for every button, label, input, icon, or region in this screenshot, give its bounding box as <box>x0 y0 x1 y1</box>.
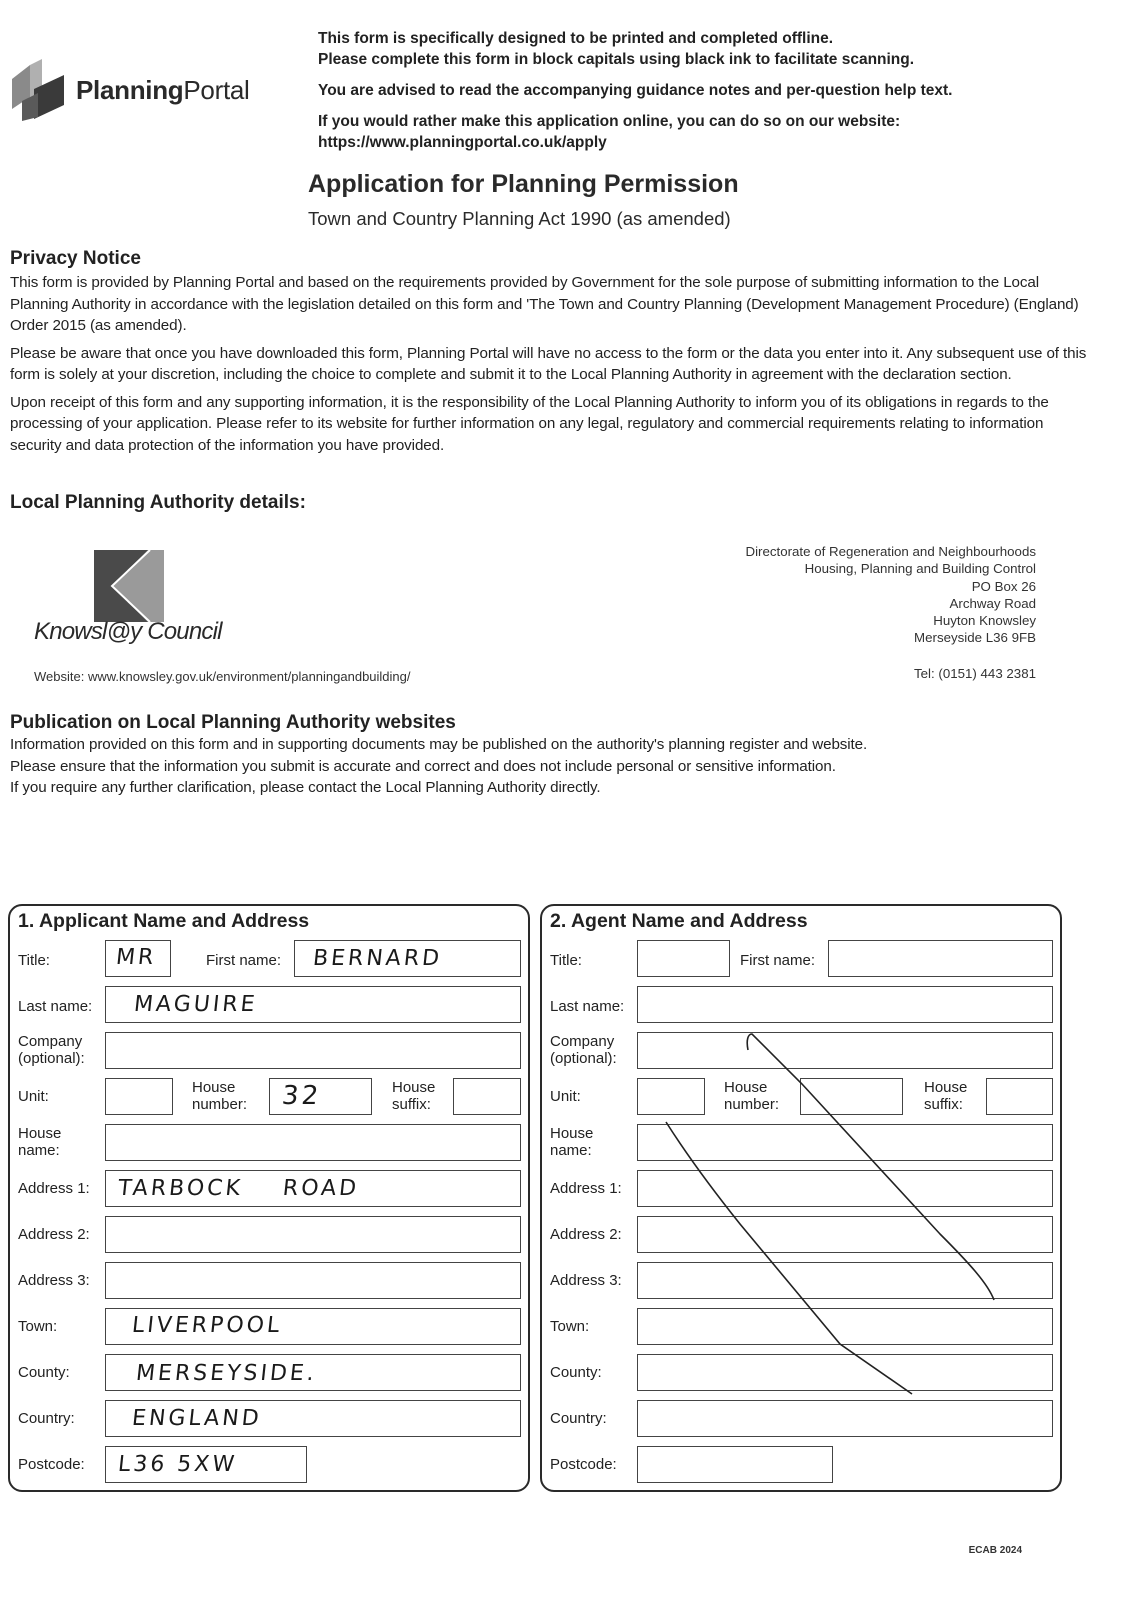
label-house-suffix: House suffix: <box>924 1079 968 1113</box>
label-title: Title: <box>18 952 50 969</box>
label-house-number: House number: <box>724 1079 780 1113</box>
applicant-postcode-field[interactable]: L36 5XW <box>105 1446 307 1483</box>
page-title: Application for Planning Permission <box>308 170 739 198</box>
agent-company-field[interactable] <box>637 1032 1053 1069</box>
address-line: Huyton Knowsley <box>933 613 1036 629</box>
agent-address-1-field[interactable] <box>637 1170 1053 1207</box>
label-address-3: Address 3: <box>18 1272 90 1289</box>
label-address-2: Address 2: <box>550 1226 622 1243</box>
agent-town-field[interactable] <box>637 1308 1053 1345</box>
label-county: County: <box>550 1364 602 1381</box>
applicant-unit-field[interactable] <box>105 1078 173 1115</box>
label-town: Town: <box>550 1318 590 1335</box>
page-subtitle: Town and Country Planning Act 1990 (as amended) <box>308 208 731 229</box>
applicant-house-suffix-field[interactable] <box>453 1078 521 1115</box>
council-name: Knowsl@y Council <box>34 618 222 645</box>
label-last-name: Last name: <box>18 998 93 1015</box>
privacy-heading: Privacy Notice <box>10 248 141 269</box>
agent-county-field[interactable] <box>637 1354 1053 1391</box>
applicant-address-1-field[interactable]: TARBOCK ROAD <box>105 1170 521 1207</box>
label-last-name: Last name: <box>550 998 625 1015</box>
agent-postcode-field[interactable] <box>637 1446 833 1483</box>
apply-online-link[interactable]: https://www.planningportal.co.uk/apply <box>318 134 607 151</box>
privacy-paragraph: This form is provided by Planning Portal and based on the requirements provided by Government for the sole purpose of submitting information to the Local Planning Authority in accordance with the legislation detailed on this form and 'The Town and Country Planning (Development Management Procedure) (England) Order 2015 (as amended). <box>10 274 1079 334</box>
council-address <box>745 543 1036 647</box>
agent-unit-field[interactable] <box>637 1078 705 1115</box>
agent-house-suffix-field[interactable] <box>986 1078 1053 1115</box>
privacy-notice <box>10 248 1090 462</box>
applicant-house-name-field[interactable] <box>105 1124 521 1161</box>
label-first-name: First name: <box>206 952 282 969</box>
applicant-country-field[interactable]: ENGLAND <box>105 1400 521 1437</box>
publication-line: Please ensure that the information you submit is accurate and correct and does not include personal or sensitive information. <box>10 757 836 775</box>
label-address-3: Address 3: <box>550 1272 622 1289</box>
agent-country-field[interactable] <box>637 1400 1053 1437</box>
applicant-house-number-field[interactable]: 32 <box>269 1078 372 1115</box>
label-town: Town: <box>18 1318 58 1335</box>
planning-portal-logo-icon <box>8 57 68 123</box>
brand-name: PlanningPortal <box>76 74 250 105</box>
address-line: Merseyside L36 9FB <box>914 630 1036 646</box>
intro-line: You are advised to read the accompanying guidance notes and per-question help text. <box>318 82 953 99</box>
label-unit: Unit: <box>18 1088 49 1105</box>
council-telephone: Tel: (0151) 443 2381 <box>914 666 1036 681</box>
address-line: PO Box 26 <box>971 578 1036 594</box>
intro-line: This form is specifically designed to be printed and completed offline. <box>318 30 834 47</box>
label-address-1: Address 1: <box>18 1180 90 1197</box>
publication-line: Information provided on this form and in supporting documents may be published on the authority's planning register and website. <box>10 736 868 753</box>
council-website-link[interactable]: Website: www.knowsley.gov.uk/environment/planningandbuilding/ <box>34 669 411 684</box>
form-code: ECAB 2024 <box>968 1545 1022 1556</box>
address-line: Housing, Planning and Building Control <box>804 561 1036 577</box>
label-address-2: Address 2: <box>18 1226 90 1243</box>
label-house-number: House number: <box>192 1079 248 1113</box>
label-company: Company (optional): <box>550 1033 617 1067</box>
intro-line: Please complete this form in block capitals using black ink to facilitate scanning. <box>318 51 915 68</box>
agent-address-3-field[interactable] <box>637 1262 1053 1299</box>
applicant-section <box>8 904 530 1492</box>
privacy-paragraph: Upon receipt of this form and any supporting information, it is the responsibility of the Local Planning Authority to inform you of its obligations in regards to the processing of your application. Please refer to its website for further information on any legal, regulatory and commercial requirements relating to information security and data protection of the information you have provided. <box>10 393 1049 454</box>
intro-line: If you would rather make this application online, you can do so on our website: <box>318 113 901 130</box>
applicant-first-name-field[interactable]: BERNARD <box>294 940 521 977</box>
agent-title-field[interactable] <box>637 940 730 977</box>
applicant-company-field[interactable] <box>105 1032 521 1069</box>
label-postcode: Postcode: <box>550 1456 617 1473</box>
label-county: County: <box>18 1364 70 1381</box>
label-unit: Unit: <box>550 1088 581 1105</box>
agent-last-name-field[interactable] <box>637 986 1053 1023</box>
publication-heading: Publication on Local Planning Authority websites <box>10 712 456 733</box>
applicant-county-field[interactable]: MERSEYSIDE. <box>105 1354 521 1391</box>
applicant-town-field[interactable]: LIVERPOOL <box>105 1308 521 1345</box>
applicant-heading: 1. Applicant Name and Address <box>18 910 310 932</box>
knowsley-logo-icon <box>94 550 164 622</box>
planning-portal-logo <box>8 55 278 125</box>
agent-first-name-field[interactable] <box>828 940 1053 977</box>
applicant-address-3-field[interactable] <box>105 1262 521 1299</box>
agent-house-number-field[interactable] <box>800 1078 903 1115</box>
label-house-suffix: House suffix: <box>392 1079 436 1113</box>
label-country: Country: <box>18 1410 75 1427</box>
address-line: Archway Road <box>949 595 1036 611</box>
label-address-1: Address 1: <box>550 1180 622 1197</box>
lpa-heading: Local Planning Authority details: <box>10 492 306 513</box>
label-postcode: Postcode: <box>18 1456 85 1473</box>
label-country: Country: <box>550 1410 607 1427</box>
privacy-paragraph: Please be aware that once you have downloaded this form, Planning Portal will have no access to the form or the data you enter into it. Any subsequent use of this form is solely at your discretion, including the choice to complete and submit it to the Local Planning Authority in agreement with the declaration section. <box>10 344 1087 383</box>
applicant-address-2-field[interactable] <box>105 1216 521 1253</box>
agent-section <box>540 904 1062 1492</box>
agent-house-name-field[interactable] <box>637 1124 1053 1161</box>
label-house-name: House name: <box>550 1125 594 1159</box>
address-line: Directorate of Regeneration and Neighbourhoods <box>745 544 1036 559</box>
publication-line: If you require any further clarification, please contact the Local Planning Authority directly. <box>10 779 601 796</box>
intro-notes <box>318 28 1038 163</box>
label-title: Title: <box>550 952 582 969</box>
label-first-name: First name: <box>740 952 816 969</box>
label-house-name: House name: <box>18 1125 62 1159</box>
label-company: Company (optional): <box>18 1033 85 1067</box>
applicant-title-field[interactable]: MR <box>105 940 171 977</box>
agent-heading: 2. Agent Name and Address <box>550 910 808 932</box>
applicant-last-name-field[interactable]: MAGUIRE <box>105 986 521 1023</box>
agent-address-2-field[interactable] <box>637 1216 1053 1253</box>
publication-notice <box>10 712 1090 799</box>
